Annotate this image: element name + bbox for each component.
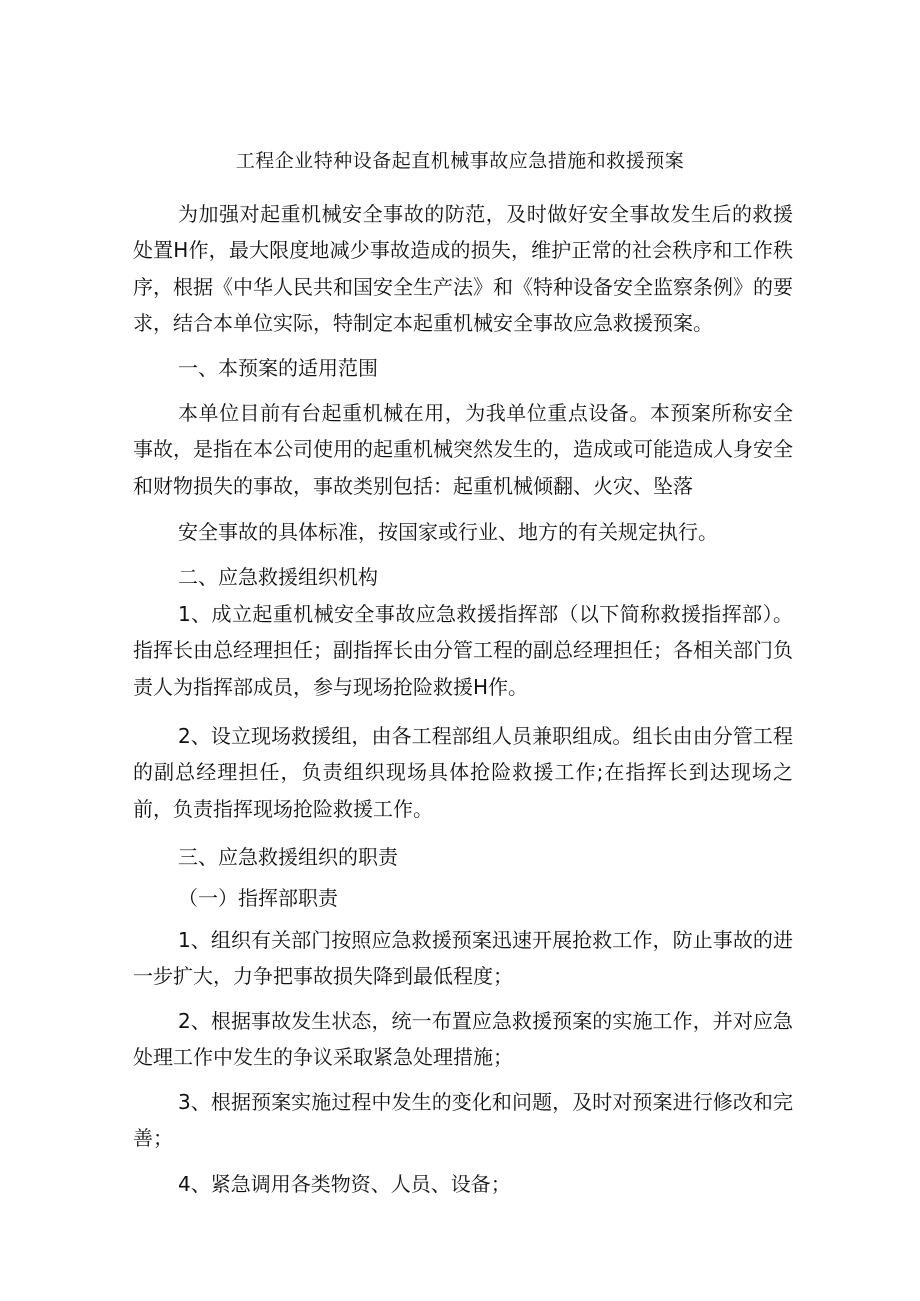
section1-paragraph: 本单位目前有台起重机械在用，为我单位重点设备。本预案所称安全事故，是指在本公司使用的起重机械突然发生的，造成或可能造成人身安全和财物损失的事故，事故类别包括：起重机械倾翻、火灾、坠落: [133, 401, 793, 498]
document-title: 工程企业特种设备起直机械事故应急措施和救援预案: [235, 150, 685, 172]
section3-sub1: （一）指挥部职责: [178, 886, 338, 910]
section3-heading: 三、应急救援组织的职责: [178, 845, 398, 869]
section1-standard: 安全事故的具体标准，按国家或行业、地方的有关规定执行。: [178, 520, 718, 544]
section3-item1: 1、组织有关部门按照应急救援预案迅速开展抢救工作，防止事故的进一步扩大，力争把事故损失降到最低程度；: [133, 928, 793, 989]
section2-heading: 二、应急救援组织机构: [178, 565, 378, 589]
intro-paragraph: 为加强对起重机械安全事故的防范，及时做好安全事故发生后的救援处置H作，最大限度地减少事故造成的损失，维护正常的社会秩序和工作秩序，根据《中华人民共和国安全生产法》和《特种设备安全监察条例》的要求，结合本单位实际，特制定本起重机械安全事故应急救援预案。: [133, 202, 793, 336]
section3-item2: 2、根据事故发生状态，统一布置应急救援预案的实施工作，并对应急处理工作中发生的争议采取紧急处理措施；: [133, 1009, 793, 1070]
section3-item3: 3、根据预案实施过程中发生的变化和问题，及时对预案进行修改和完善；: [133, 1090, 793, 1151]
section2-item1: 1、成立起重机械安全事故应急救援指挥部（以下简称救援指挥部）。指挥长由总经理担任；副指挥长由分管工程的副总经理担任；各相关部门负责人为指挥部成员，参与现场抢险救援H作。: [133, 602, 793, 699]
section3-item4: 4、紧急调用各类物资、人员、设备；: [178, 1172, 511, 1196]
section2-item2: 2、设立现场救援组，由各工程部组人员兼职组成。组长由由分管工程的副总经理担任，负责组织现场具体抢险救援工作;在指挥长到达现场之前，负责指挥现场抢险救援工作。: [133, 724, 793, 821]
section1-heading: 一、本预案的适用范围: [178, 356, 378, 380]
